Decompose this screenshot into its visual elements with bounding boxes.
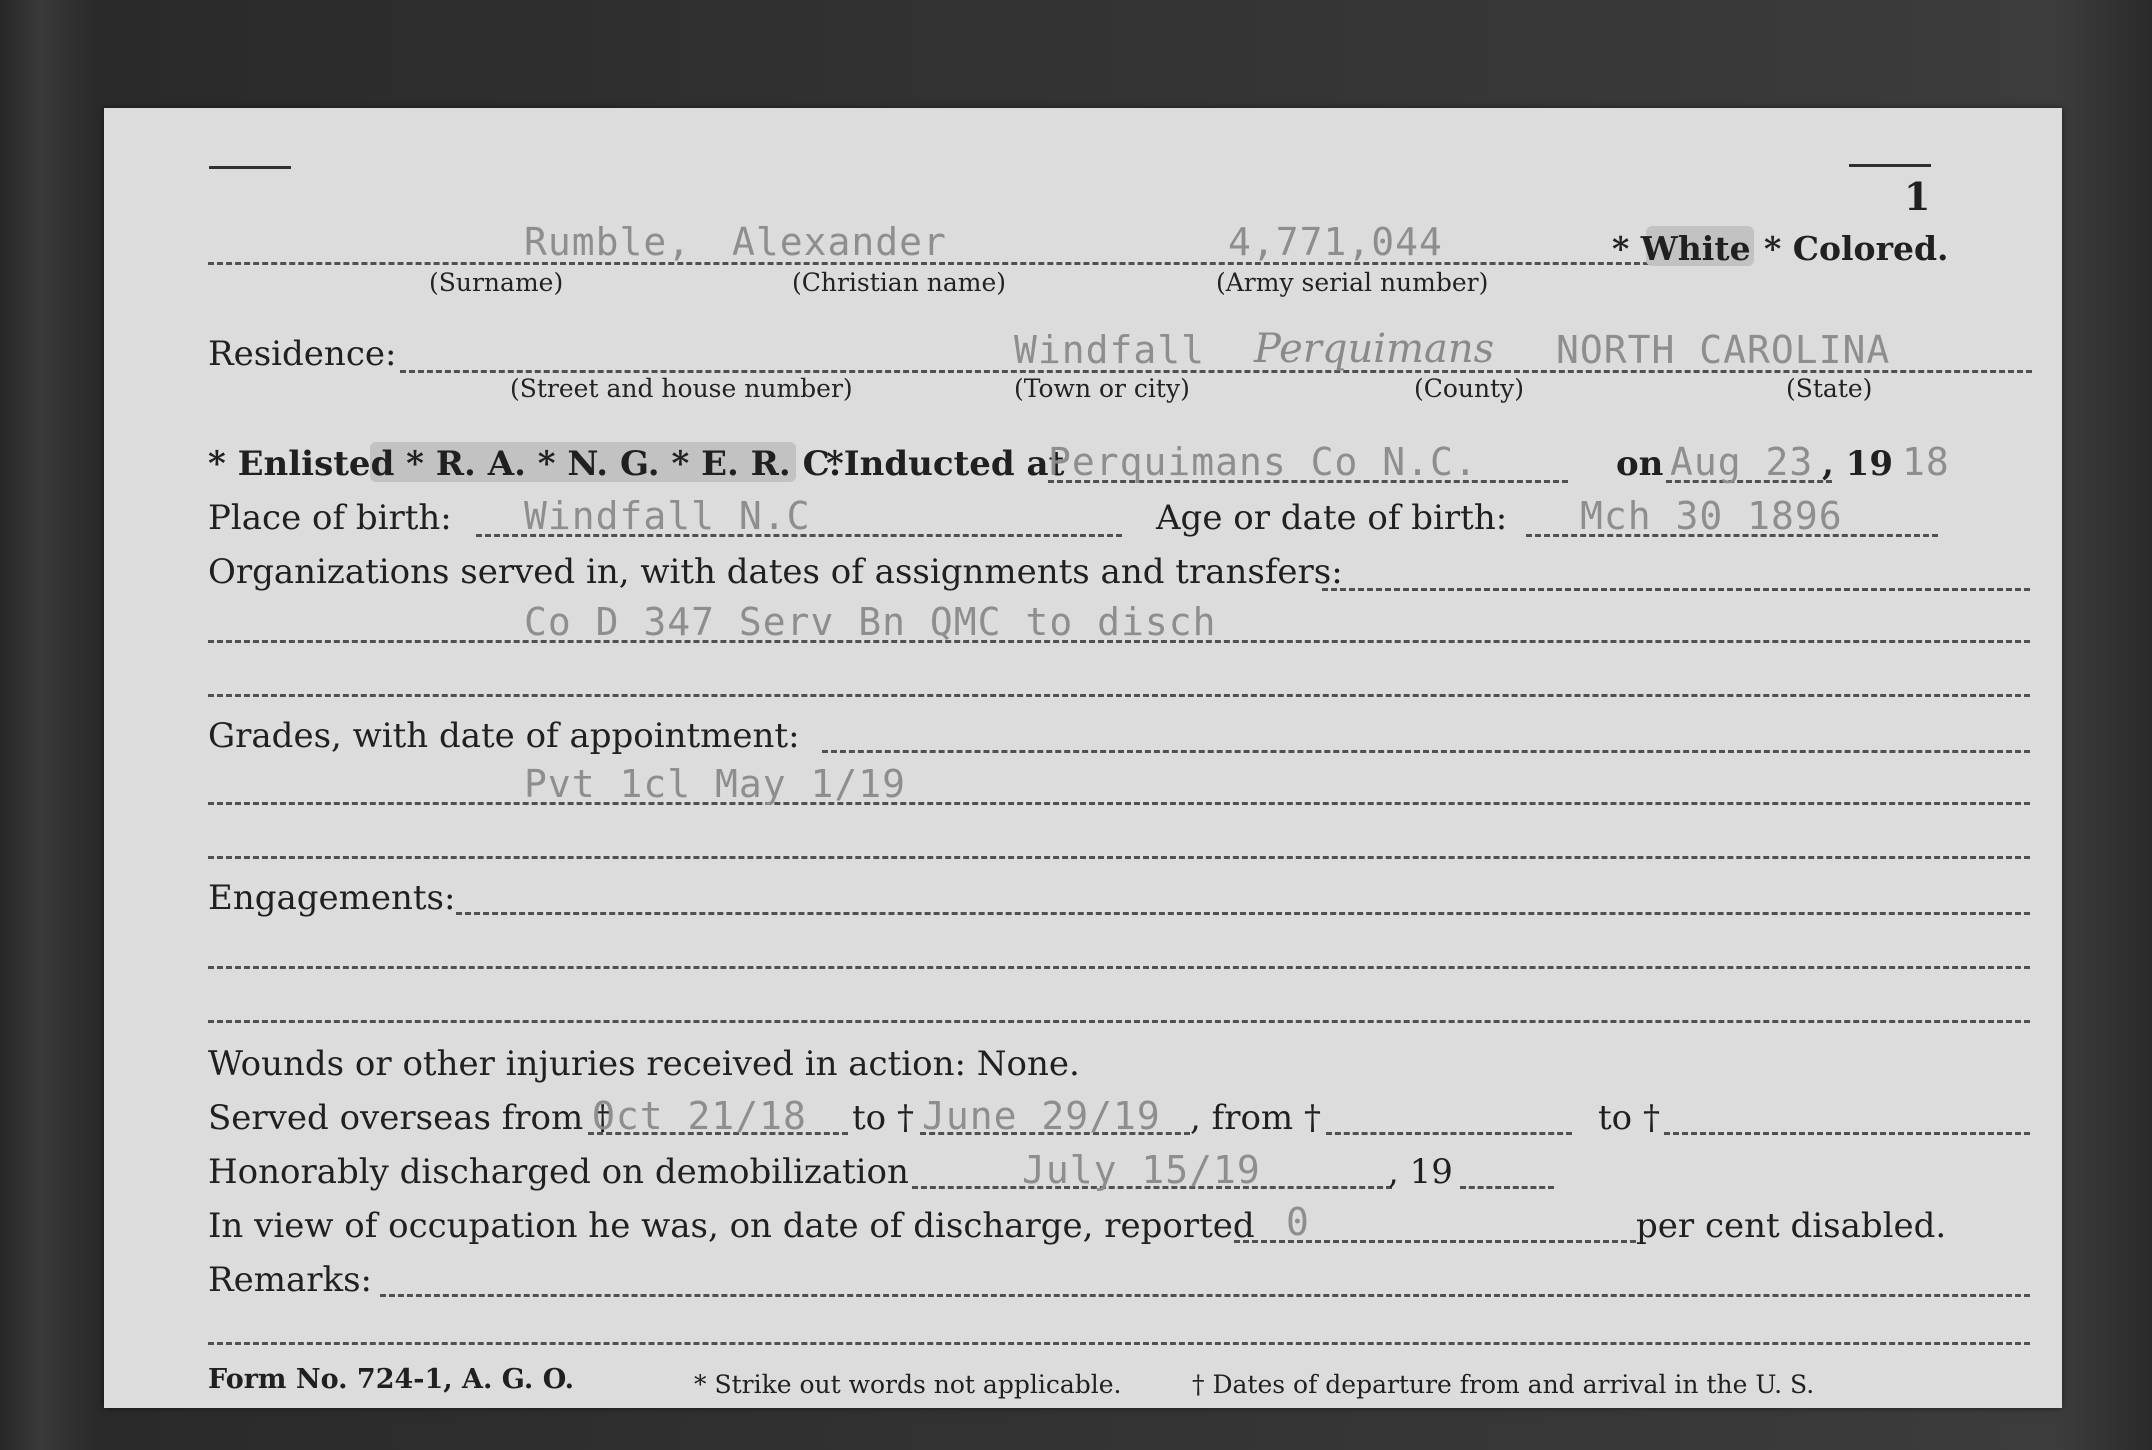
service-record-card (104, 108, 2062, 1408)
serial-label: (Army serial number) (1216, 268, 1489, 297)
overseas-to-value: June 29/19 (922, 1094, 1161, 1138)
form-number: Form No. 724-1, A. G. O. (208, 1364, 575, 1395)
discharge-year-line (1460, 1186, 1554, 1189)
christian-name-value: Alexander (732, 220, 947, 264)
place-of-birth-value: Windfall N.C (524, 494, 811, 538)
engagements-line-3 (208, 1020, 2030, 1023)
top-right-rule (1849, 164, 1931, 167)
residence-town: Windfall (1014, 328, 1206, 372)
residence-state: NORTH CAROLINA (1556, 328, 1891, 372)
discharged-label: Honorably discharged on demobilization (208, 1152, 909, 1192)
organizations-line-3 (208, 694, 2030, 697)
discharge-date-value: July 15/19 (1022, 1148, 1261, 1192)
inducted-year-suffix: 18 (1902, 440, 1950, 484)
residence-county: Perquimans (1254, 326, 1495, 372)
date-of-birth-value: Mch 30 1896 (1580, 494, 1843, 538)
overseas-to2-label: to † (1598, 1098, 1660, 1138)
remarks-label: Remarks: (208, 1260, 372, 1300)
state-label: (State) (1786, 374, 1873, 403)
surname-value: Rumble, (524, 220, 692, 264)
town-label: (Town or city) (1014, 374, 1190, 403)
overseas-to-label: to † (852, 1098, 914, 1138)
grades-line-1 (822, 750, 2030, 753)
dates-note: † Dates of departure from and arrival in the U. S. (1192, 1370, 1815, 1399)
engagements-line-1 (456, 912, 2030, 915)
residence-label: Residence: (208, 334, 397, 374)
organizations-line-1 (1322, 588, 2030, 591)
page-number: 1 (1904, 174, 1931, 219)
overseas-from2-label: , from † (1190, 1098, 1321, 1138)
top-left-rule (209, 166, 291, 169)
surname-label: (Surname) (429, 268, 564, 297)
overseas-from2-line (1326, 1132, 1572, 1135)
overseas-label: Served overseas from † (208, 1098, 612, 1138)
occupation-label: In view of occupation he was, on date of discharge, reported (208, 1206, 1255, 1246)
place-of-birth-label: Place of birth: (208, 498, 452, 538)
serial-number-value: 4,771,044 (1228, 220, 1443, 264)
wounds-line: Wounds or other injuries received in action: None. (208, 1044, 1080, 1084)
race-colored: * Colored. (1764, 229, 1949, 268)
age-label: Age or date of birth: (1156, 498, 1508, 538)
disabled-label: per cent disabled. (1636, 1206, 1947, 1246)
inducted-date: Aug 23 (1670, 440, 1814, 484)
engagements-label: Engagements: (208, 878, 456, 918)
discharged-year-prefix: , 19 (1388, 1152, 1453, 1192)
inducted-at-label: *Inducted at (826, 444, 1065, 484)
inducted-place: Perquimans Co N.C. (1048, 440, 1478, 484)
overseas-to2-line (1664, 1132, 2030, 1135)
overseas-from-value: Oct 21/18 (592, 1094, 807, 1138)
remarks-line-1 (380, 1294, 2030, 1297)
organizations-value: Co D 347 Serv Bn QMC to disch (524, 600, 1217, 644)
grades-label: Grades, with date of appointment: (208, 716, 800, 756)
strike-note: * Strike out words not applicable. (694, 1370, 1122, 1399)
street-label: (Street and house number) (510, 374, 853, 403)
on-label: on (1616, 444, 1664, 484)
engagements-line-2 (208, 966, 2030, 969)
grades-line-2 (208, 802, 2030, 805)
percent-disabled-value: 0 (1286, 1200, 1310, 1244)
christian-name-label: (Christian name) (792, 268, 1007, 297)
county-label: (County) (1414, 374, 1525, 403)
grades-line-3 (208, 856, 2030, 859)
race-white: * White (1612, 229, 1751, 268)
remarks-line-2 (208, 1342, 2030, 1345)
inducted-year-prefix: , 19 (1822, 444, 1893, 484)
enlisted-options: * Enlisted * R. A. * N. G. * E. R. C. (208, 444, 841, 484)
organizations-label: Organizations served in, with dates of assignments and transfers: (208, 552, 1343, 592)
grades-value: Pvt 1cl May 1/19 (524, 762, 907, 806)
